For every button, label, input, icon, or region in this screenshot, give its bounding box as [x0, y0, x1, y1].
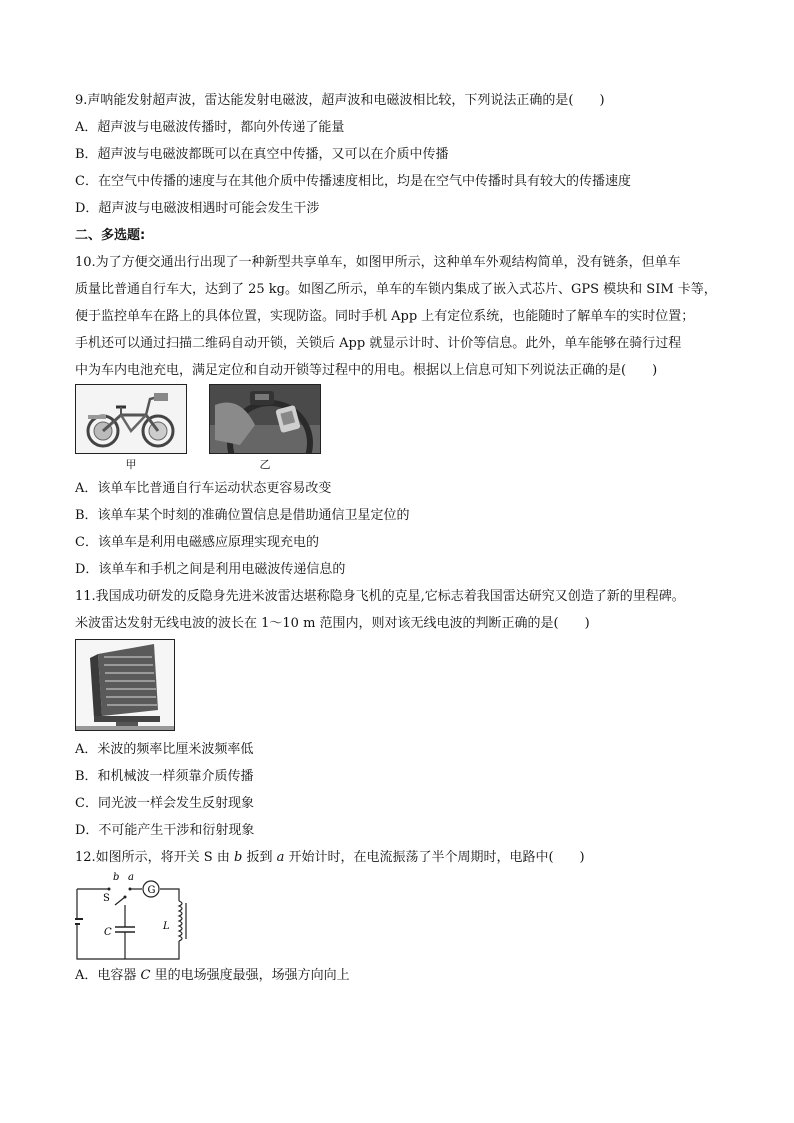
q12-option-a-post: 里的电场强度最强，场强方向向上: [150, 968, 350, 983]
q12-option-a: [75, 967, 735, 985]
q10-option-a: A．该单车比普通自行车运动状态更容易改变: [75, 481, 332, 496]
q11-stem-line-1: 11.我国成功研发的反隐身先进米波雷达堪称隐身飞机的克星,它标志着我国雷达研究又创造了新的里程碑。: [75, 589, 685, 604]
q10-stem-line-4: 手机还可以通过扫描二维码自动开锁，关锁后 App 就显示计时、计价等信息。此外，单车能够在骑行过程: [75, 336, 682, 351]
q10-option-b: B．该单车某个时刻的准确位置信息是借助通信卫星定位的: [75, 508, 410, 523]
q12-stem-post: 开始计时，在电流振荡了半个周期时，电路中( ): [284, 850, 585, 865]
question-12: [75, 849, 735, 985]
question-10: [75, 254, 735, 579]
label-b: b: [113, 872, 120, 883]
q12-stem-mid: 扳到: [242, 850, 277, 865]
question-11: [75, 588, 735, 840]
q12-option-a-pre: A．电容器: [75, 968, 141, 983]
q10-option-d: D．该单车和手机之间是利用电磁波传递信息的: [75, 562, 346, 577]
q11-option-a: A．米波的频率比厘米波频率低: [75, 742, 254, 757]
radar-image: [75, 639, 175, 731]
q12-option-a-c: C: [140, 968, 151, 983]
lc-circuit-diagram: [75, 869, 195, 961]
q12-stem: [75, 849, 735, 867]
q10-stem-line-1: 10.为了方便交通出行出现了一种新型共享单车，如图甲所示，这种单车外观结构简单，没有链条，但单车: [75, 255, 681, 270]
caption-jia: 甲: [125, 458, 137, 471]
section-heading: 二、多选题:: [75, 228, 146, 243]
figure-bicycle: [75, 384, 187, 472]
q10-stem-line-5: 中为车内电池充电，满足定位和自动开锁等过程中的用电。根据以上信息可知下列说法正确的是( ): [75, 363, 658, 378]
q12-stem-a: a: [276, 850, 285, 865]
q9-option-b: B．超声波与电磁波都既可以在真空中传播，又可以在介质中传播: [75, 147, 449, 162]
figure-lock: [209, 384, 321, 472]
q11-stem-line-2: 米波雷达发射无线电波的波长在 1～10 m 范围内，则对该无线电波的判断正确的是( ): [75, 616, 590, 631]
q11-option-d: D．不可能产生干涉和衍射现象: [75, 823, 255, 838]
label-g: G: [147, 885, 156, 896]
q9-option-c: C．在空气中传播的速度与在其他介质中传播速度相比，均是在空气中传播时具有较大的传播速度: [75, 174, 631, 189]
q10-stem-line-3: 便于监控单车在路上的具体位置，实现防盗。同时手机 App 上有定位系统，也能随时了解单车的实时位置；: [75, 309, 695, 324]
label-a: a: [128, 872, 134, 883]
bicycle-image: [75, 384, 187, 454]
q9-option-d: D．超声波与电磁波相遇时可能会发生干涉: [75, 201, 320, 216]
label-l: L: [163, 921, 170, 932]
exam-page: [75, 92, 735, 994]
q10-stem-line-2: 质量比普通自行车大，达到了 25 kg。如图乙所示，单车的车锁内集成了嵌入式芯片、GPS 模块和 SIM 卡等，: [75, 282, 717, 297]
question-9: [75, 92, 735, 218]
q12-stem-b: b: [233, 850, 243, 865]
label-c: C: [104, 927, 112, 938]
q9-option-a: A．超声波与电磁波传播时，都向外传递了能量: [75, 120, 345, 135]
q11-option-b: B．和机械波一样须靠介质传播: [75, 769, 254, 784]
q12-stem-pre: 12.如图所示，将开关 S 由: [75, 850, 234, 865]
q10-option-c: C．该单车是利用电磁感应原理实现充电的: [75, 535, 319, 550]
lock-image: [209, 384, 321, 454]
label-s: S: [103, 893, 110, 904]
q10-figures: [75, 384, 735, 472]
q9-stem: 9.声呐能发射超声波，雷达能发射电磁波，超声波和电磁波相比较，下列说法正确的是( ): [75, 93, 605, 108]
caption-yi: 乙: [259, 458, 271, 471]
q11-option-c: C．同光波一样会发生反射现象: [75, 796, 254, 811]
